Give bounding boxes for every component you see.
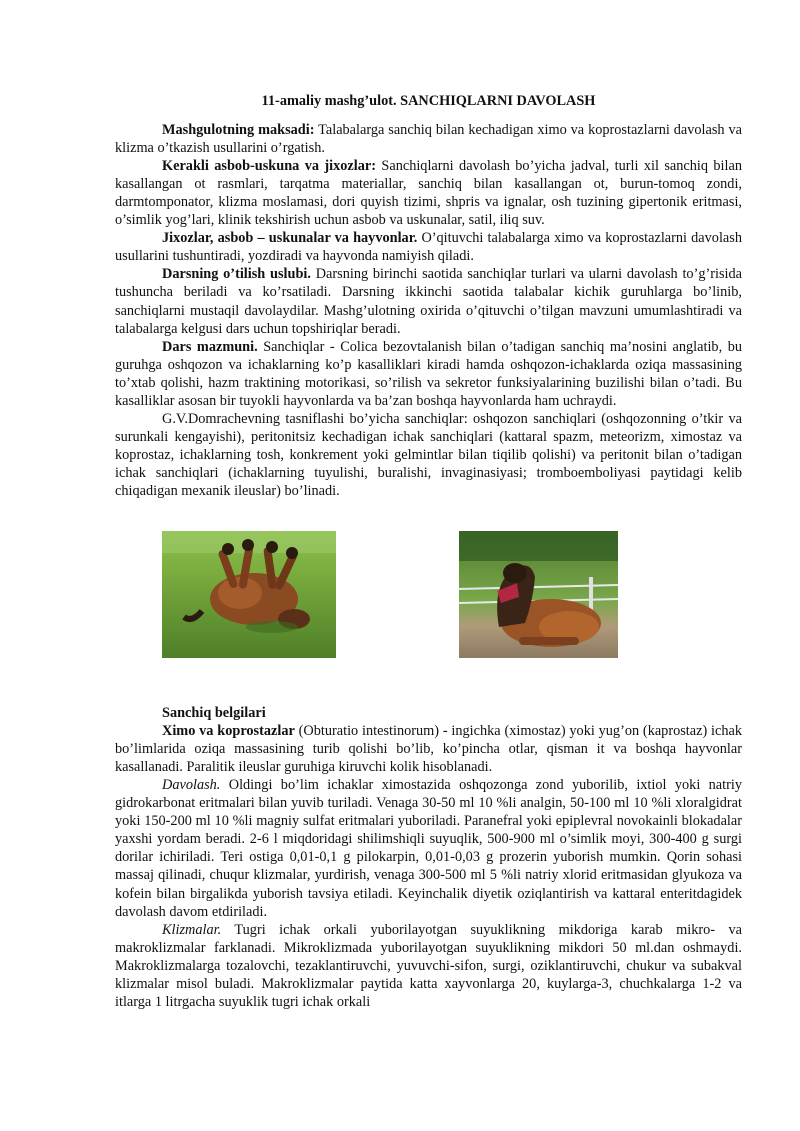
page-title: 11-amaliy mashg’ulot. SANCHIQLARNI DAVOLASH [261, 93, 596, 109]
horse-rolling-image [162, 531, 336, 658]
section-heading-symptoms: Sanchiq belgilari [162, 705, 266, 722]
lesson-content-text: Sanchiqlar - Colica bezovtalanish bilan o’tadigan sanchiq ma’nosini anglatib, bu guruhga oshqozon va ichaklarning ko’p kasalliklari kiradi hamda oshqozon-ichaklarda oziqa massasining to’xtab qolishi, hazm traktining motorikasi, so’rilish va sekretor funksiyalarining buzilishi bilan o’tadi. Bu kasalliklar asosan bir tuyokli hayvonlarda va ba’zan boshqa hayvonlarda ham uchraydi. [115, 338, 742, 409]
paragraph-classification: G.V.Domrachevning tasniflashi bo’yicha sanchiqlar: oshqozon sanchiqlari (oshqozonning o’tkir va surunkali kengayishi), peritonitsiz kechadigan ichak sanchiqlari (kattaral spazm, meteorizm, ximostaz va koprostaz, ichaklarning tosh, konkrement yoki gelmintlar bilan tiqilib qolishi) va peritonit bilan o’tadigan ichak sanchiqlari (ichaklarning tuyulishi, buralishi, invaginasiyasi; tromboemboliyasi paytidagi kelib chiqadigan mexanik ileuslar) bo’linadi. [115, 410, 742, 499]
tools-animals-label: Jixozlar, asbob – uskunalar va hayvonlar. [162, 230, 418, 247]
equipment-label: Kerakli asbob-uskuna va jixozlar: [162, 158, 376, 175]
obturation-label: Ximo va koprostazlar [162, 723, 295, 740]
enemas-text: Tugri ichak orkali yuborilayotgan suyuklikning mikdoriga karab mikro- va makroklizmalar farklanadi. Mikroklizmada yuborilayotgan suyuklikning mikdori 50 ml.dan oshmaydi. Makroklizmalarga tozalovchi, tezaklantiruvchi, yuvuvchi-sifon, surgi, oziklantiruvchi, chukur va subakval klizmalar misol buladi. Makroklizmalar paytida katta xayvonlarga 20, kuylarga-3, chuchkalarga 1-2 va itlarga 1 litrgacha suyuklik tugri ichak orkali [115, 921, 742, 1010]
tools-animals-text: O’qituvchi talabalarga ximo va koprostazlarni davolash usullarini tushuntiradi, yozdiradi va hayvonda namiyish qiladi. [115, 230, 742, 265]
lesson-content-label: Dars mazmuni. [162, 338, 258, 355]
paragraph-tools-animals [115, 229, 742, 265]
paragraph-obturation [115, 722, 742, 776]
horse-lying-photo [459, 531, 618, 658]
paragraph-equipment [115, 157, 742, 229]
objective-label: Mashgulotning maksadi: [162, 122, 315, 139]
paragraph-lesson-content [115, 338, 742, 410]
obturation-text: (Obturatio intestinorum) - ingichka (ximostaz) yoki yug’on (kaprostaz) ichak bo’limlarida oziqa massasining turib qolishi bo’lib, ko’pincha otlar, qisman it va boshqa hayvonlar kasallanadi. Paralitik ileuslar guruhiga kiruvchi kolik hisoblanadi. [115, 723, 742, 776]
enemas-label: Klizmalar. [162, 921, 222, 938]
treatment-label: Davolash. [162, 777, 221, 794]
horse-rolling-photo [162, 531, 336, 658]
horse-lying-image [459, 531, 618, 658]
paragraph-teaching-method [115, 265, 742, 337]
equipment-text: Sanchiqlarni davolash bo’yicha jadval, turli xil sanchiq bilan kasallangan ot rasmlari, tarqatma materiallar, sanchiq bilan kasallangan ot, burun-tomoq zondi, darmtomponator, klizma moslamasi, dori quyish tizimi, shpris va ignalar, osh tuzining gipertonik eritmasi, o’simlik yog’lari, klinik tekshirish uchun asbob va uskunalar, satil, iliq suv. [115, 158, 742, 229]
paragraph-treatment [115, 776, 742, 920]
teaching-method-label: Darsning o’tilish uslubi. [162, 266, 311, 283]
objective-text: Talabalarga sanchiq bilan kechadigan ximo va koprostazlarni davolash va klizma o’tkazish usullarini o’rgatish. [115, 122, 742, 157]
paragraph-objective [115, 121, 742, 157]
photo-row [115, 518, 742, 688]
document-body [115, 92, 742, 1011]
teaching-method-text: Darsning birinchi saotida sanchiqlar turlari va ularni davolash to’g’risida tushuncha beriladi va ko’rsatiladi. Darsning ikkinchi saotida talabalar kichik guruhlarga bo’linib, sanchiqlarni mustaqil davolaydilar. Mashg’ulotning oxirida o’qituvchi o’tilgan mavzuni umumlashtiradi va talabalarga kelgusi dars uchun topshiriqlar beradi. [115, 266, 742, 337]
treatment-text: Oldingi bo’lim ichaklar ximostazida oshqozonga zond yuborilib, ixtiol yoki natriy gidrokarbonat eritmalari bilan yuvib turiladi. Venaga 30-50 ml 10 %li analgin, 50-100 ml 10 %li xloralgidrat yoki 150-200 ml 10 %li magniy sulfat eritmalari yuboriladi. Paranefral yoki epiplevral novokainli blokadalar yaxshi yordam beradi. 2-6 l miqdoridagi shilimshiqli suyuqlik, 500-900 ml o’simlik moyi, 300-400 g surgi dorilar ichiriladi. Teri ostiga 0,01-0,1 g pilokarpin, 0,01-0,03 g prozerin yuborish mumkin. Qorin sohasi massaj qilinadi, chuqur klizmalar, yurdirish, venaga 300-500 ml 5 %li natriy xlorid eritmasidan glyukoza va kofein bilan birgalikda yuborish tavsiya etiladi. Keyinchalik diyetik oziqlantirish va kattaral enteritdagidek davolash davom etdiriladi. [115, 777, 742, 920]
paragraph-enemas [115, 921, 742, 1011]
